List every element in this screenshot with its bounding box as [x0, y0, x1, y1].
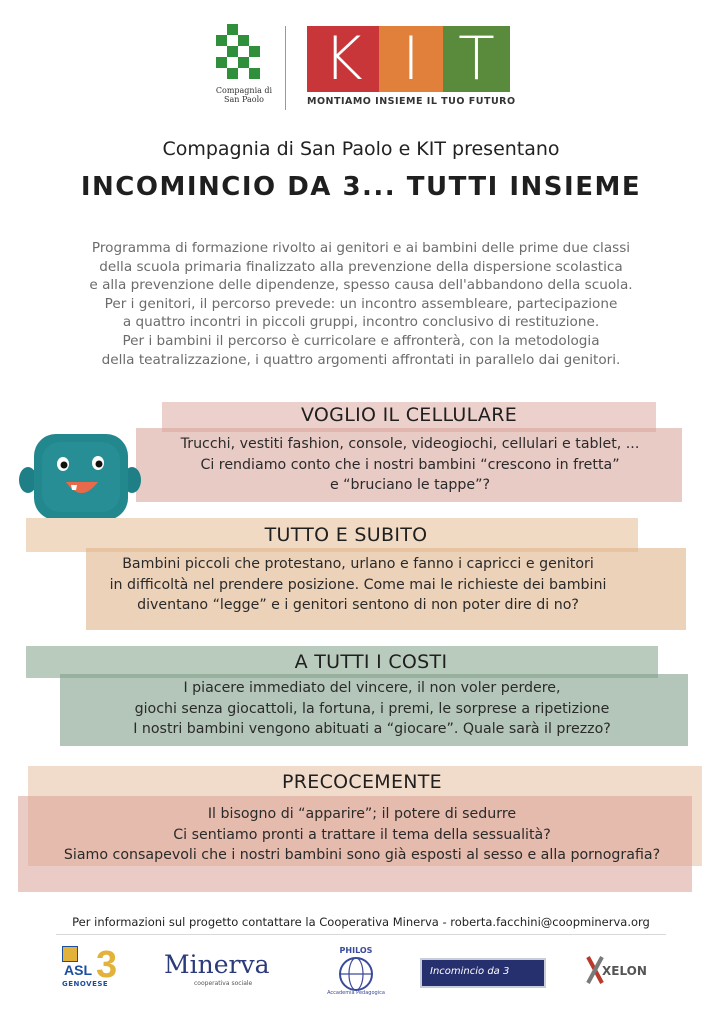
minerva-sub: cooperativa sociale — [194, 980, 253, 987]
philos-logo — [327, 946, 385, 998]
mascot-character-icon — [18, 430, 144, 526]
asl3-logo — [62, 946, 124, 994]
csp-grid-icon — [216, 24, 260, 84]
section-1-line: Ci rendiamo conto che i nostri bambini “crescono in fretta” — [200, 456, 620, 473]
footer-divider — [56, 934, 666, 935]
section-4-body — [20, 804, 704, 866]
csp-logo-text: Compagnia di San Paolo — [215, 86, 273, 104]
section-2-body — [56, 554, 660, 616]
xelon-logo — [586, 955, 656, 985]
section-2-title: TUTTO E SUBITO — [264, 524, 428, 546]
section-3-body — [70, 678, 674, 740]
section-3-title: A TUTTI I COSTI — [294, 651, 448, 673]
section-4-line: Il bisogno di “apparire”; il potere di sedurre — [207, 806, 517, 822]
philos-name: PHILOS — [339, 946, 373, 955]
incomincio-logo — [420, 958, 546, 988]
philos-sub: Accademia Pedagogica — [327, 990, 385, 996]
intro-line: Programma di formazione rivolto ai genitori e ai bambini delle prime due classi — [91, 240, 631, 256]
intro-line: e alla prevenzione delle dipendenze, spesso causa dell'abbandono della scuola. — [89, 277, 633, 294]
section-2-line: Bambini piccoli che protestano, urlano e fanno i capricci e genitori — [122, 556, 594, 572]
subtitle: Compagnia di San Paolo e KIT presentano — [162, 138, 560, 160]
asl-crest-icon — [62, 946, 78, 962]
section-4-title: PRECOCEMENTE — [282, 771, 442, 793]
section-1-line: e “bruciano le tappe”? — [329, 477, 491, 493]
kit-tagline: MONTIAMO INSIEME IL TUO FUTURO — [307, 96, 516, 107]
section-3-line: I nostri bambini vengono abituati a “giocare”. Quale sarà il prezzo? — [133, 721, 611, 737]
section-2-line: in difficoltà nel prendere posizione. Come mai le richieste dei bambini — [109, 576, 607, 593]
kit-logo — [307, 26, 510, 92]
asl-number: 3 — [96, 944, 118, 986]
asl-label: ASL — [64, 962, 92, 978]
xelon-name: XELON — [602, 964, 647, 978]
compagnia-san-paolo-logo — [214, 24, 273, 110]
intro-paragraph — [40, 239, 682, 369]
intro-line: Per i bambini il percorso è curricolare e affronterà, con la metodologia — [122, 332, 600, 349]
header-divider — [285, 26, 286, 110]
intro-line: della scuola primaria finalizzato alla prevenzione della dispersione scolastica — [99, 258, 623, 275]
contact-info: Per informazioni sul progetto contattare la Cooperativa Minerva - roberta.facchini@coopminerva.org — [72, 915, 650, 929]
kit-letter-i: I — [379, 26, 443, 92]
section-2-line: diventano “legge” e i genitori sentono di non poter dire di no? — [137, 597, 579, 613]
section-3-line: I piacere immediato del vincere, il non voler perdere, — [183, 680, 561, 696]
intro-line: Per i genitori, il percorso prevede: un incontro assembleare, partecipazione — [104, 295, 618, 312]
minerva-name: Minerva — [164, 950, 270, 979]
kit-letter-t: T — [443, 26, 510, 92]
incomincio-label: Incomincio da 3 — [430, 966, 510, 977]
intro-line: a quattro incontri in piccoli gruppi, incontro conclusivo di restituzione. — [122, 314, 600, 331]
minerva-logo — [164, 952, 282, 992]
asl-sub: GENOVESE — [62, 980, 109, 988]
kit-letter-k: K — [307, 26, 379, 92]
section-1-body — [150, 434, 670, 496]
page-title: INCOMINCIO DA 3... TUTTI INSIEME — [80, 172, 642, 202]
section-4-line: Siamo consapevoli che i nostri bambini sono già esposti al sesso e alla pornografia? — [63, 847, 661, 863]
section-4-line: Ci sentiamo pronti a trattare il tema della sessualità? — [173, 826, 551, 843]
section-1-title: VOGLIO IL CELLULARE — [300, 404, 518, 426]
intro-line: della teatralizzazione, i quattro argomenti affrontati in parallelo dai genitori. — [101, 351, 621, 368]
section-1-line: Trucchi, vestiti fashion, console, videogiochi, cellulari e tablet, ... — [180, 436, 640, 452]
section-3-line: giochi senza giocattoli, la fortuna, i premi, le sorprese a ripetizione — [134, 700, 610, 717]
